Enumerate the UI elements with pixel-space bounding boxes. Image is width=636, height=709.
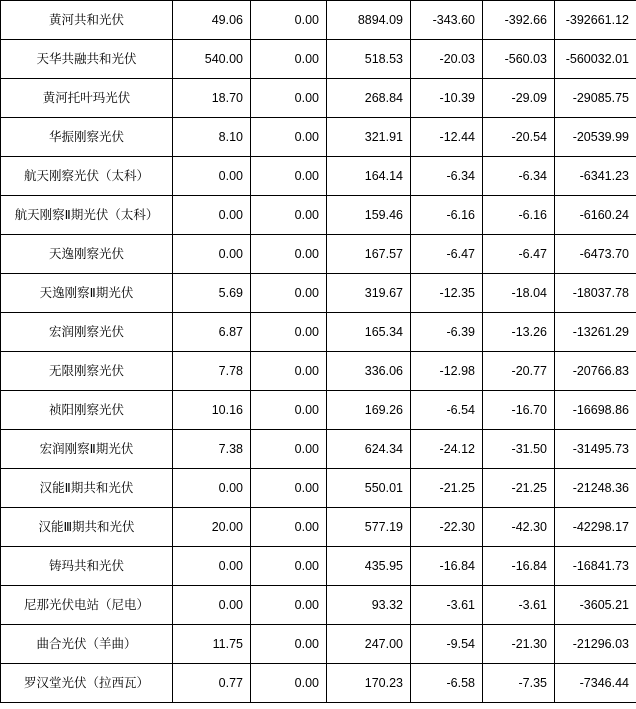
- value-cell-1: 0.00: [173, 586, 251, 625]
- value-cell-5: -6.16: [483, 196, 555, 235]
- value-cell-5: -20.54: [483, 118, 555, 157]
- value-cell-3: 164.14: [327, 157, 411, 196]
- value-cell-3: 170.23: [327, 664, 411, 703]
- value-cell-3: 336.06: [327, 352, 411, 391]
- value-cell-3: 167.57: [327, 235, 411, 274]
- value-cell-1: 0.00: [173, 196, 251, 235]
- value-cell-2: 0.00: [251, 430, 327, 469]
- value-cell-6: -6341.23: [555, 157, 636, 196]
- value-cell-5: -3.61: [483, 586, 555, 625]
- value-cell-5: -31.50: [483, 430, 555, 469]
- value-cell-1: 0.00: [173, 235, 251, 274]
- value-cell-4: -6.34: [411, 157, 483, 196]
- value-cell-2: 0.00: [251, 664, 327, 703]
- table-row: [1, 157, 636, 196]
- value-cell-6: -20539.99: [555, 118, 636, 157]
- value-cell-4: -6.47: [411, 235, 483, 274]
- station-name-cell: 航天刚察Ⅱ期光伏（太科）: [1, 196, 173, 235]
- table-row: [1, 313, 636, 352]
- value-cell-4: -6.39: [411, 313, 483, 352]
- station-name-cell: 铸玛共和光伏: [1, 547, 173, 586]
- value-cell-6: -560032.01: [555, 40, 636, 79]
- value-cell-3: 268.84: [327, 79, 411, 118]
- value-cell-6: -18037.78: [555, 274, 636, 313]
- value-cell-5: -21.25: [483, 469, 555, 508]
- value-cell-4: -9.54: [411, 625, 483, 664]
- station-name-cell: 黄河托叶玛光伏: [1, 79, 173, 118]
- value-cell-4: -6.16: [411, 196, 483, 235]
- station-name-cell: 华振刚察光伏: [1, 118, 173, 157]
- station-name-cell: 天逸刚察Ⅱ期光伏: [1, 274, 173, 313]
- value-cell-3: 550.01: [327, 469, 411, 508]
- value-cell-6: -42298.17: [555, 508, 636, 547]
- value-cell-2: 0.00: [251, 547, 327, 586]
- value-cell-2: 0.00: [251, 469, 327, 508]
- value-cell-4: -16.84: [411, 547, 483, 586]
- table-row: [1, 1, 636, 40]
- value-cell-4: -20.03: [411, 40, 483, 79]
- value-cell-6: -392661.12: [555, 1, 636, 40]
- table-row: [1, 274, 636, 313]
- value-cell-6: -6473.70: [555, 235, 636, 274]
- station-name-cell: 祯阳刚察光伏: [1, 391, 173, 430]
- value-cell-2: 0.00: [251, 1, 327, 40]
- table-row: [1, 196, 636, 235]
- value-cell-4: -12.35: [411, 274, 483, 313]
- value-cell-1: 0.00: [173, 469, 251, 508]
- value-cell-6: -31495.73: [555, 430, 636, 469]
- value-cell-6: -20766.83: [555, 352, 636, 391]
- station-name-cell: 黄河共和光伏: [1, 1, 173, 40]
- value-cell-4: -24.12: [411, 430, 483, 469]
- value-cell-5: -16.70: [483, 391, 555, 430]
- table-row: [1, 469, 636, 508]
- value-cell-6: -13261.29: [555, 313, 636, 352]
- value-cell-2: 0.00: [251, 157, 327, 196]
- value-cell-1: 20.00: [173, 508, 251, 547]
- value-cell-3: 159.46: [327, 196, 411, 235]
- value-cell-6: -7346.44: [555, 664, 636, 703]
- station-name-cell: 无限刚察光伏: [1, 352, 173, 391]
- value-cell-1: 11.75: [173, 625, 251, 664]
- table-row: [1, 40, 636, 79]
- table-row: [1, 508, 636, 547]
- value-cell-2: 0.00: [251, 118, 327, 157]
- value-cell-3: 518.53: [327, 40, 411, 79]
- value-cell-6: -16841.73: [555, 547, 636, 586]
- value-cell-5: -560.03: [483, 40, 555, 79]
- value-cell-6: -21296.03: [555, 625, 636, 664]
- value-cell-1: 7.78: [173, 352, 251, 391]
- table-row: [1, 430, 636, 469]
- table-row: [1, 235, 636, 274]
- value-cell-4: -12.44: [411, 118, 483, 157]
- value-cell-5: -42.30: [483, 508, 555, 547]
- table-row: [1, 586, 636, 625]
- table-row: [1, 547, 636, 586]
- station-name-cell: 天逸刚察光伏: [1, 235, 173, 274]
- value-cell-3: 319.67: [327, 274, 411, 313]
- value-cell-6: -3605.21: [555, 586, 636, 625]
- value-cell-2: 0.00: [251, 79, 327, 118]
- value-cell-4: -6.58: [411, 664, 483, 703]
- value-cell-2: 0.00: [251, 352, 327, 391]
- value-cell-2: 0.00: [251, 274, 327, 313]
- value-cell-5: -6.34: [483, 157, 555, 196]
- value-cell-3: 169.26: [327, 391, 411, 430]
- value-cell-2: 0.00: [251, 196, 327, 235]
- table-row: [1, 352, 636, 391]
- station-name-cell: 航天刚察光伏（太科）: [1, 157, 173, 196]
- value-cell-5: -20.77: [483, 352, 555, 391]
- value-cell-5: -29.09: [483, 79, 555, 118]
- table-row: [1, 625, 636, 664]
- value-cell-5: -16.84: [483, 547, 555, 586]
- value-cell-2: 0.00: [251, 235, 327, 274]
- value-cell-1: 0.77: [173, 664, 251, 703]
- value-cell-1: 10.16: [173, 391, 251, 430]
- value-cell-1: 0.00: [173, 547, 251, 586]
- station-name-cell: 尼那光伏电站（尼电）: [1, 586, 173, 625]
- value-cell-3: 624.34: [327, 430, 411, 469]
- value-cell-3: 8894.09: [327, 1, 411, 40]
- value-cell-4: -6.54: [411, 391, 483, 430]
- value-cell-3: 247.00: [327, 625, 411, 664]
- value-cell-2: 0.00: [251, 40, 327, 79]
- value-cell-4: -10.39: [411, 79, 483, 118]
- value-cell-5: -7.35: [483, 664, 555, 703]
- value-cell-3: 577.19: [327, 508, 411, 547]
- value-cell-4: -343.60: [411, 1, 483, 40]
- value-cell-1: 5.69: [173, 274, 251, 313]
- value-cell-1: 8.10: [173, 118, 251, 157]
- table-row: [1, 79, 636, 118]
- station-name-cell: 汉能Ⅱ期共和光伏: [1, 469, 173, 508]
- station-name-cell: 曲合光伏（羊曲）: [1, 625, 173, 664]
- value-cell-1: 49.06: [173, 1, 251, 40]
- value-cell-1: 18.70: [173, 79, 251, 118]
- value-cell-1: 6.87: [173, 313, 251, 352]
- table-row: [1, 391, 636, 430]
- value-cell-2: 0.00: [251, 586, 327, 625]
- value-cell-1: 540.00: [173, 40, 251, 79]
- station-name-cell: 宏润刚察Ⅱ期光伏: [1, 430, 173, 469]
- value-cell-6: -29085.75: [555, 79, 636, 118]
- table-body: [1, 1, 636, 703]
- value-cell-1: 0.00: [173, 157, 251, 196]
- value-cell-6: -6160.24: [555, 196, 636, 235]
- station-name-cell: 汉能Ⅲ期共和光伏: [1, 508, 173, 547]
- value-cell-6: -21248.36: [555, 469, 636, 508]
- value-cell-5: -392.66: [483, 1, 555, 40]
- value-cell-2: 0.00: [251, 625, 327, 664]
- value-cell-3: 93.32: [327, 586, 411, 625]
- value-cell-4: -12.98: [411, 352, 483, 391]
- value-cell-5: -6.47: [483, 235, 555, 274]
- table-row: [1, 118, 636, 157]
- table-row: [1, 664, 636, 703]
- value-cell-3: 321.91: [327, 118, 411, 157]
- value-cell-4: -21.25: [411, 469, 483, 508]
- value-cell-3: 165.34: [327, 313, 411, 352]
- value-cell-2: 0.00: [251, 508, 327, 547]
- value-cell-4: -22.30: [411, 508, 483, 547]
- value-cell-3: 435.95: [327, 547, 411, 586]
- value-cell-5: -18.04: [483, 274, 555, 313]
- value-cell-2: 0.00: [251, 313, 327, 352]
- value-cell-6: -16698.86: [555, 391, 636, 430]
- value-cell-2: 0.00: [251, 391, 327, 430]
- value-cell-4: -3.61: [411, 586, 483, 625]
- station-name-cell: 天华共融共和光伏: [1, 40, 173, 79]
- station-name-cell: 宏润刚察光伏: [1, 313, 173, 352]
- station-name-cell: 罗汉堂光伏（拉西瓦）: [1, 664, 173, 703]
- value-cell-1: 7.38: [173, 430, 251, 469]
- value-cell-5: -21.30: [483, 625, 555, 664]
- value-cell-5: -13.26: [483, 313, 555, 352]
